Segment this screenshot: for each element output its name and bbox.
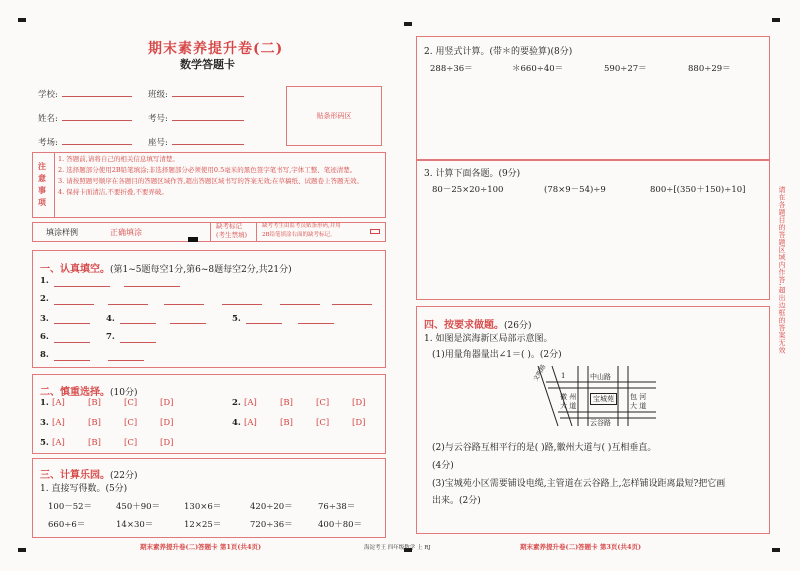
vertical-calc-item: 880÷29＝ xyxy=(688,64,731,74)
choice-option[interactable]: [D] xyxy=(160,418,174,428)
footer-right: 期末素养提升卷(二)答题卡 第3页(共4页) xyxy=(520,543,642,551)
fill-q1-blank[interactable] xyxy=(54,286,110,287)
fill-q4-num: 4. xyxy=(106,314,115,324)
fill-q1-num: 1. xyxy=(40,276,49,286)
map-baocheng-garden: 宝城苑 xyxy=(590,393,617,405)
footer-mid: 海淀考王 四年级数学 上 RJ xyxy=(364,545,431,551)
choice-option[interactable]: [A] xyxy=(244,398,257,408)
map-wenming-road: 文明路 xyxy=(532,363,548,383)
calc-item: 420÷20＝ xyxy=(250,502,293,512)
mixed-calc-item: 800÷[(350＋150)÷10] xyxy=(650,185,746,195)
fill-q8-blank[interactable] xyxy=(108,360,144,361)
vertical-calc-item: ＊660÷40＝ xyxy=(512,64,564,74)
fill-q4-blank[interactable] xyxy=(170,323,206,324)
notice-text: 1. 答题前,请将自己的相关信息填写清楚。 2. 选择题部分使用2B铅笔填涂;非选择题部分必须使用0.5毫米的黑色签字笔书写,字体工整、笔迹清楚。 3. 请按照题号顺序在各题目的答题区域作答,超出答题区域书写的答案无效;在草稿纸、试题卷上答题无效。 4. 保持卡面清洁,不要折叠,不要弄破。 xyxy=(58,155,364,196)
calc-item: 400＋80＝ xyxy=(318,520,363,530)
choice-q-num: 2. xyxy=(232,398,241,408)
section4-q1a: (1)用量角器量出∠1＝( )。(2分) xyxy=(432,350,562,360)
school-field[interactable] xyxy=(62,96,132,97)
choice-option[interactable]: [C] xyxy=(316,418,330,428)
room-field[interactable] xyxy=(62,144,132,145)
barcode-area xyxy=(286,86,382,146)
choice-option[interactable]: [D] xyxy=(352,418,366,428)
choice-option[interactable]: [D] xyxy=(160,438,174,448)
choice-option[interactable]: [A] xyxy=(52,438,65,448)
calc-item: 450＋90＝ xyxy=(116,502,161,512)
map-baohe-road: 大 道 xyxy=(630,402,647,410)
choice-option[interactable]: [A] xyxy=(52,398,65,408)
fill-example-label: 填涂样例 xyxy=(46,228,78,237)
choice-q-num: 1. xyxy=(40,398,49,408)
fill-example-mark xyxy=(188,229,198,248)
name-field[interactable] xyxy=(62,120,132,121)
mixed-calc-item: 80－25×20÷100 xyxy=(432,185,504,195)
choice-option[interactable]: [B] xyxy=(280,418,293,428)
calc-item: 76÷38＝ xyxy=(318,502,356,512)
seat-field[interactable] xyxy=(172,144,244,145)
fill-q2-blank[interactable] xyxy=(222,304,262,305)
fill-q2-blank[interactable] xyxy=(54,304,94,305)
absent-label: 缺考标记 (考生禁填) xyxy=(216,222,248,239)
map-zhongshan-road: 中山路 xyxy=(590,373,611,381)
choice-option[interactable]: [C] xyxy=(124,418,138,428)
fill-q2-blank[interactable] xyxy=(332,304,372,305)
calc-item: 660÷6＝ xyxy=(48,520,86,530)
choice-option[interactable]: [A] xyxy=(52,418,65,428)
fill-q1-blank[interactable] xyxy=(124,286,180,287)
fill-q2-blank[interactable] xyxy=(280,304,320,305)
footer-left: 期末素养提升卷(二)答题卡 第1页(共4页) xyxy=(140,543,262,551)
registration-mark xyxy=(18,18,26,22)
vertical-calc-item: 590÷27＝ xyxy=(604,64,647,74)
section1-header: 一、认真填空。(第1~5题每空1分,第6~8题每空2分,共21分) xyxy=(40,264,292,275)
map-baohe-road: 包 河 xyxy=(630,393,647,401)
choice-option[interactable]: [B] xyxy=(88,418,101,428)
choice-option[interactable]: [B] xyxy=(280,398,293,408)
school-label: 学校: xyxy=(38,90,58,100)
exam-number-label: 考号: xyxy=(148,114,168,124)
absent-checkbox[interactable] xyxy=(370,229,380,234)
absent-note: 缺考考生由监考员贴条形码,并用 2B铅笔填涂右面的缺考标记。 xyxy=(262,223,341,238)
map-angle-label: 1 xyxy=(561,372,566,380)
section4-header: 四、按要求做题。(26分) xyxy=(424,320,532,331)
choice-q-num: 5. xyxy=(40,438,49,448)
fill-q5-num: 5. xyxy=(232,314,241,324)
registration-mark xyxy=(404,22,412,26)
fill-q6-num: 6. xyxy=(40,332,49,342)
calc-item: 130×6＝ xyxy=(184,502,222,512)
vertical-calc-item: 288÷36＝ xyxy=(430,64,473,74)
page-subtitle: 数学答题卡 xyxy=(180,58,235,71)
q3-title: 3. 计算下面各题。(9分) xyxy=(424,169,521,179)
seat-label: 座号: xyxy=(148,138,168,148)
fill-q6-blank[interactable] xyxy=(54,342,90,343)
fill-q2-blank[interactable] xyxy=(108,304,148,305)
section4-q1: 1. 如图是滨海新区局部示意图。 xyxy=(424,334,553,344)
calc-item: 100－52＝ xyxy=(48,502,93,512)
fill-q5-blank[interactable] xyxy=(298,323,334,324)
fill-q3-num: 3. xyxy=(40,314,49,324)
choice-option[interactable]: [C] xyxy=(316,398,330,408)
notice-label: 注 意 事 项 xyxy=(38,161,46,207)
fill-q2-blank[interactable] xyxy=(164,304,204,305)
room-label: 考场: xyxy=(38,138,58,148)
section2-header: 二、慎重选择。(10分) xyxy=(40,387,138,398)
barcode-label: 贴条形码区 xyxy=(316,112,352,120)
section4-q1b: (2)与云谷路互相平行的是( )路,徽州大道与( )互相垂直。 xyxy=(432,443,657,453)
side-warning: 请在各题目的答题区域内作答,超出边框的答案无效 xyxy=(778,186,786,354)
section3-q1: 1. 直接写得数。(5分) xyxy=(40,484,128,494)
choice-option[interactable]: [D] xyxy=(352,398,366,408)
calc-item: 12×25＝ xyxy=(184,520,222,530)
area-map xyxy=(530,362,660,430)
calc-item: 14×30＝ xyxy=(116,520,154,530)
page-title: 期末素养提升卷(二) xyxy=(148,41,284,57)
section4-q1c-cont: 出来。(2分) xyxy=(432,496,481,506)
q3-box xyxy=(416,160,770,300)
fill-q4-blank[interactable] xyxy=(120,323,156,324)
choice-option[interactable]: [B] xyxy=(88,438,101,448)
fill-q5-blank[interactable] xyxy=(246,323,282,324)
choice-option[interactable]: [D] xyxy=(160,398,174,408)
fill-q2-num: 2. xyxy=(40,294,49,304)
registration-mark xyxy=(772,548,780,552)
q2-title: 2. 用竖式计算。(带＊的要验算)(8分) xyxy=(424,47,573,57)
class-label: 班级: xyxy=(148,90,168,100)
class-field[interactable] xyxy=(172,96,244,97)
section4-q1b-score: (4分) xyxy=(432,461,454,471)
fill-q7-num: 7. xyxy=(106,332,115,342)
fill-q8-num: 8. xyxy=(40,350,49,360)
fill-correct-label: 正确填涂 xyxy=(110,228,142,237)
fill-q3-blank[interactable] xyxy=(54,323,90,324)
map-huizhou-road: 大 道 xyxy=(560,402,577,410)
registration-mark xyxy=(772,18,780,22)
section4-q1c: (3)宝城苑小区需要铺设电缆,主管道在云谷路上,怎样铺设距离最短?把它画 xyxy=(432,479,726,489)
choice-q-num: 3. xyxy=(40,418,49,428)
choice-option[interactable]: [C] xyxy=(124,438,138,448)
exam-number-field[interactable] xyxy=(172,120,244,121)
map-huizhou-road: 徽 州 xyxy=(560,393,577,401)
choice-option[interactable]: [A] xyxy=(244,418,257,428)
fill-q8-blank[interactable] xyxy=(54,360,90,361)
calc-item: 720÷36＝ xyxy=(250,520,293,530)
choice-q-num: 4. xyxy=(232,418,241,428)
map-yungu-road: 云谷路 xyxy=(590,419,611,427)
choice-option[interactable]: [C] xyxy=(124,398,138,408)
name-label: 姓名: xyxy=(38,114,58,124)
fill-q7-blank[interactable] xyxy=(120,342,156,343)
choice-option[interactable]: [B] xyxy=(88,398,101,408)
section3-header: 三、计算乐园。(22分) xyxy=(40,470,138,481)
mixed-calc-item: (78×9－54)÷9 xyxy=(544,185,606,195)
registration-mark xyxy=(18,548,26,552)
